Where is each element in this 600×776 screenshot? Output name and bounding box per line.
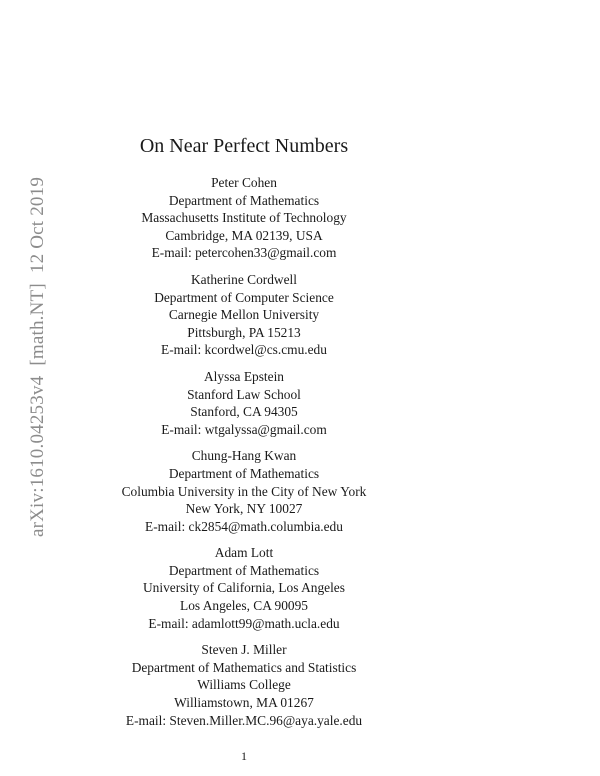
author-email: E-mail: petercohen33@gmail.com (151, 245, 337, 261)
affiliation-line: Department of Mathematics and Statistics (131, 659, 357, 675)
author-name: Steven J. Miller (201, 642, 287, 658)
page-number: 1 (241, 749, 247, 763)
arxiv-category: [math.NT] (27, 283, 48, 366)
affiliation-line: Los Angeles, CA 90095 (180, 598, 308, 614)
author-name: Katherine Cordwell (191, 271, 297, 287)
affiliation-line: Department of Computer Science (154, 289, 334, 305)
arxiv-id: arXiv:1610.04253v4 (27, 375, 48, 538)
author-block-epstein (60, 368, 428, 438)
author-block-cohen (60, 174, 428, 262)
author-block-miller (60, 641, 428, 729)
affiliation-line: Department of Mathematics (168, 562, 320, 578)
affiliation-line: Columbia University in the City of New York (121, 483, 367, 499)
title-block (60, 133, 428, 738)
affiliation-line: Pittsburgh, PA 15213 (187, 324, 301, 340)
affiliation-line: Department of Mathematics (168, 192, 320, 208)
affiliation-line: Carnegie Mellon University (168, 307, 320, 323)
affiliation-line: Williams College (197, 677, 291, 693)
author-email: E-mail: adamlott99@math.ucla.edu (148, 615, 340, 631)
author-email: E-mail: ck2854@math.columbia.edu (145, 518, 343, 534)
author-email: E-mail: Steven.Miller.MC.96@aya.yale.edu (125, 712, 363, 728)
author-name: Peter Cohen (211, 175, 277, 190)
affiliation-line: New York, NY 10027 (185, 501, 303, 517)
author-name: Chung-Hang Kwan (191, 448, 297, 464)
affiliation-line: Department of Mathematics (168, 465, 320, 481)
affiliation-line: Williamstown, MA 01267 (174, 695, 314, 711)
author-block-kwan (60, 447, 428, 535)
author-email: E-mail: kcordwel@cs.cmu.edu (161, 342, 327, 358)
paper-title: On Near Perfect Numbers (139, 135, 349, 157)
arxiv-stamp (25, 157, 51, 557)
arxiv-date: 12 Oct 2019 (27, 176, 48, 274)
author-email: E-mail: wtgalyssa@gmail.com (161, 421, 327, 437)
author-block-cordwell (60, 271, 428, 359)
author-block-lott (60, 544, 428, 632)
affiliation-line: Cambridge, MA 02139, USA (165, 227, 323, 243)
affiliation-line: University of California, Los Angeles (143, 580, 345, 596)
affiliation-line: Massachusetts Institute of Technology (141, 210, 347, 226)
author-name: Alyssa Epstein (204, 368, 284, 384)
affiliation-line: Stanford Law School (187, 386, 301, 402)
affiliation-line: Stanford, CA 94305 (190, 404, 298, 420)
author-name: Adam Lott (214, 545, 274, 561)
